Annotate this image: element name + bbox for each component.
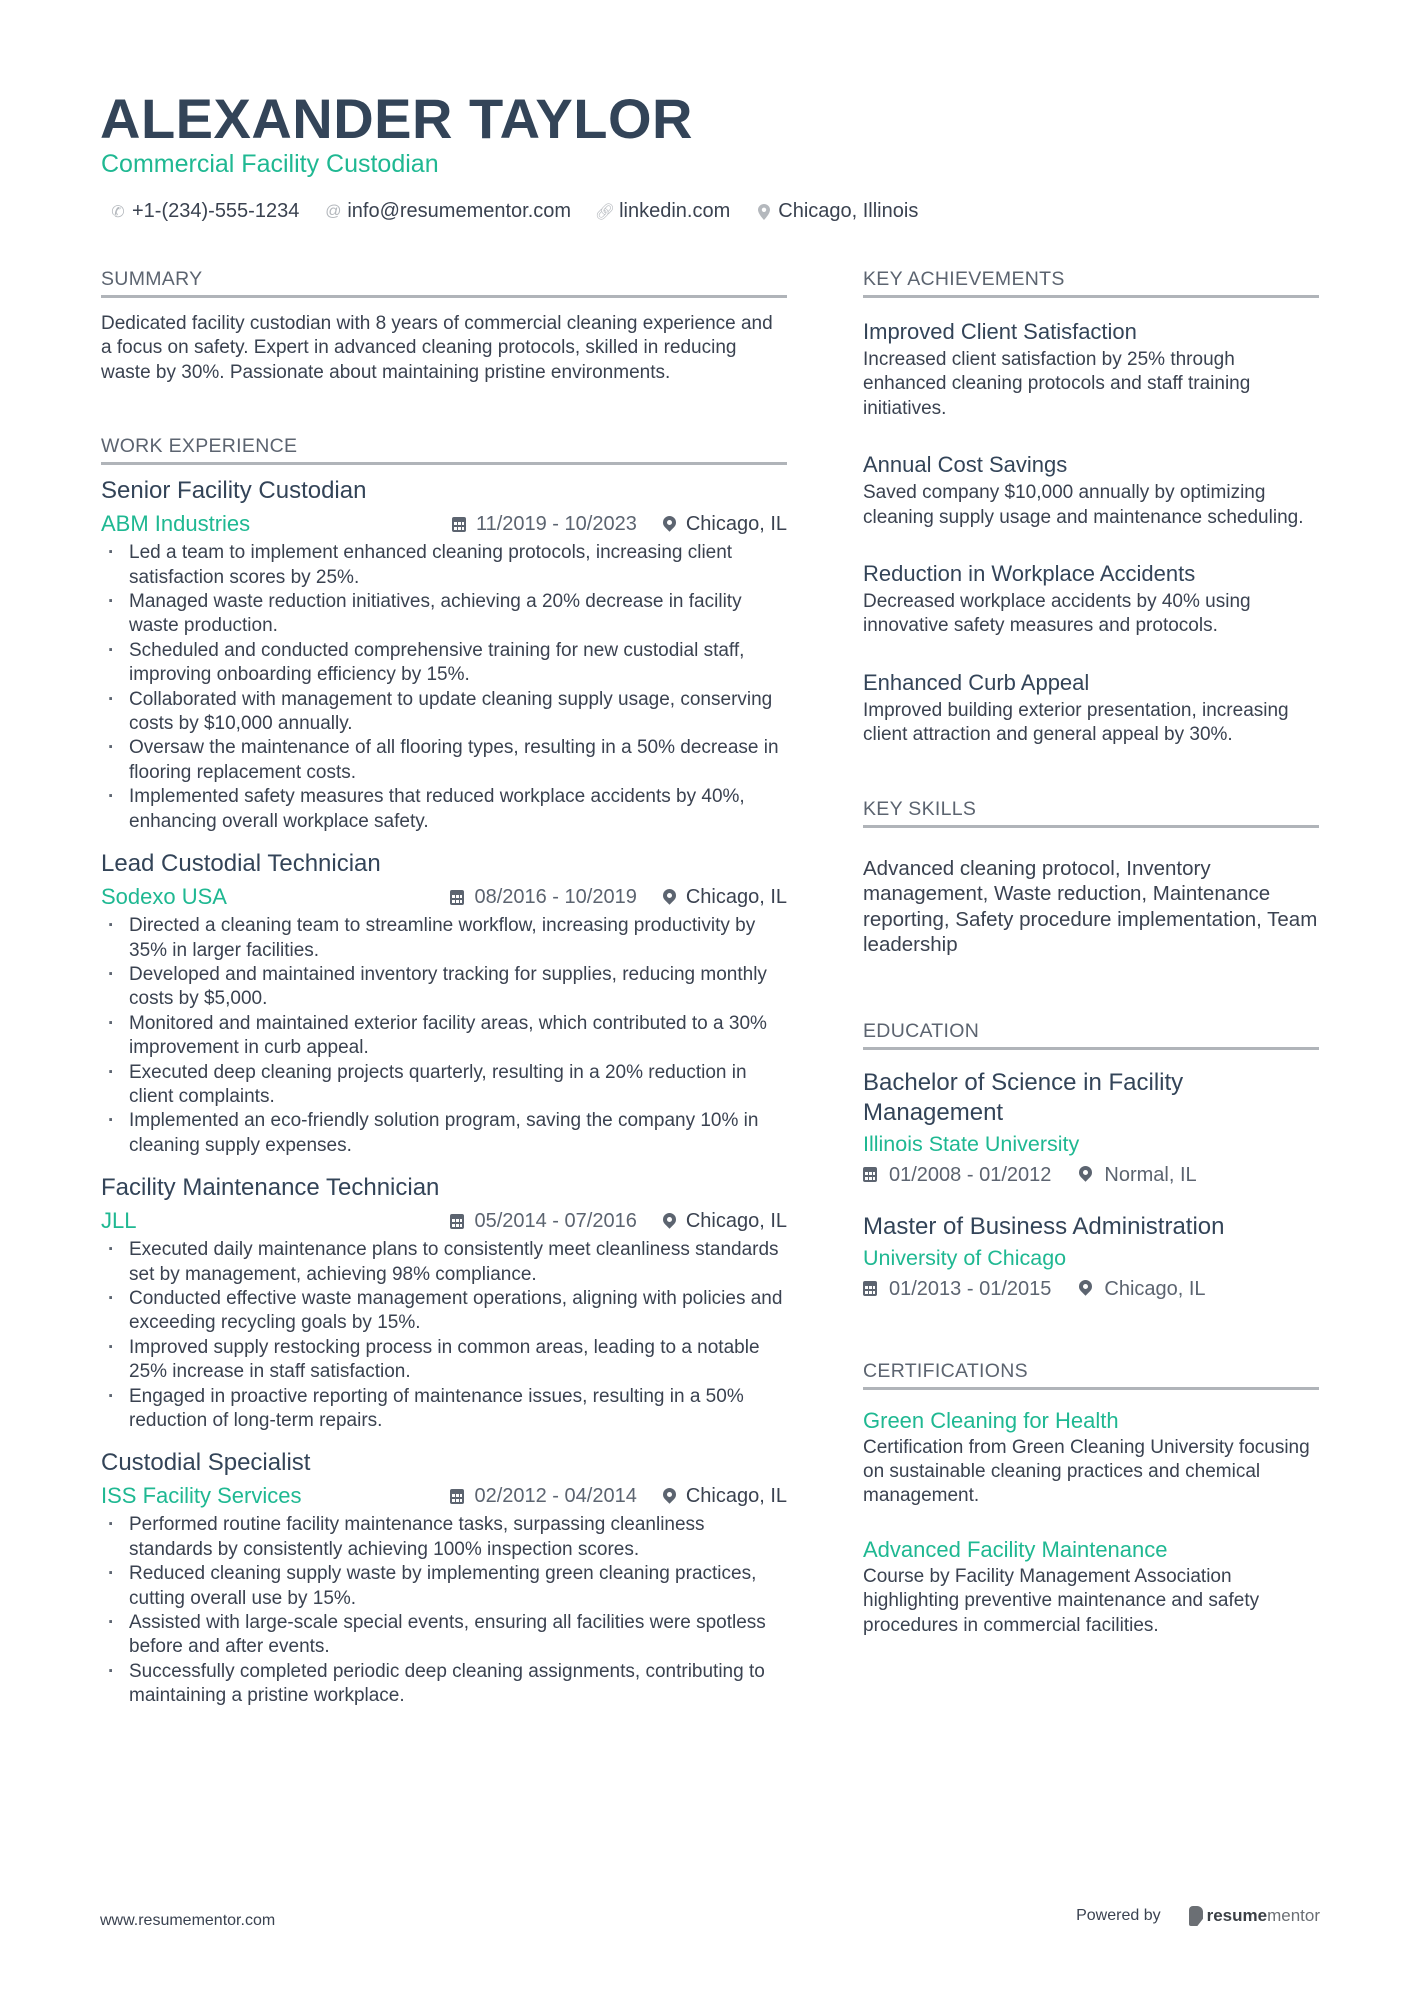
job-dates: 11/2019 - 10/2023: [475, 513, 637, 536]
job-bullet: · Conducted effective waste management operations, aligning with policies and exceeding recycling goals by 15%.: [101, 1287, 787, 1336]
achievement-item: [863, 316, 1319, 421]
job-bullet: · Developed and maintained inventory tracking for supplies, reducing monthly costs by $5,000.: [101, 963, 787, 1012]
job-bullet: · Monitored and maintained exterior facility areas, which contributed to a 30% improvement in curb appeal.: [101, 1012, 787, 1061]
resumementor-logo[interactable]: [1189, 1906, 1320, 1926]
job-title: Lead Custodial Technician: [101, 850, 381, 878]
achievement-title: Reduction in Workplace Accidents: [863, 561, 1196, 587]
email-text[interactable]: info@resumementor.com: [347, 200, 572, 222]
achievement-title: Improved Client Satisfaction: [863, 319, 1137, 344]
education-location: Normal, IL: [1104, 1163, 1197, 1186]
achievements-section: [863, 268, 1319, 748]
map-pin-icon: [1077, 1163, 1095, 1181]
summary-text: Dedicated facility custodian with 8 years of commercial cleaning experience and a focus on safety. Expert in advanced cleaning protocols, skilled in reducing waste by 30%. Passionate about maintaining pristine environments.: [101, 313, 773, 383]
achievement-text: Improved building exterior presentation, increasing client attraction and general appeal by 30%.: [863, 699, 1289, 746]
map-pin-icon: [660, 886, 678, 904]
achievement-text: Increased client satisfaction by 25% through enhanced cleaning protocols and staff training initiatives.: [863, 349, 1251, 419]
job-meta: [452, 507, 787, 541]
job-bullets: [101, 1513, 787, 1708]
resumementor-logo-icon: [1189, 1906, 1203, 1926]
school-name: University of Chicago: [863, 1245, 1067, 1270]
calendar-icon: [452, 517, 466, 532]
certification-title: Green Cleaning for Health: [863, 1407, 1119, 1433]
certification-item: [863, 1406, 1319, 1509]
job-meta-row: [101, 1479, 787, 1513]
education-item: [863, 1068, 1319, 1190]
job-location: Chicago, IL: [685, 1210, 787, 1233]
contact-location: [756, 200, 918, 223]
brand-name-light: mentor: [1267, 1906, 1320, 1925]
contact-linkedin[interactable]: [594, 200, 731, 223]
brand-name-bold: resume: [1206, 1906, 1268, 1925]
job-dates: 08/2016 - 10/2019: [474, 886, 637, 909]
summary-section: [101, 268, 787, 385]
footer-website[interactable]: www.resumementor.com: [100, 1912, 276, 1929]
certification-text: Course by Facility Management Association highlighting preventive maintenance and safety procedures in commercial facilities.: [863, 1565, 1260, 1636]
map-pin-icon: [660, 513, 678, 531]
experience-section: [101, 435, 787, 1708]
job-bullet: · Collaborated with management to update cleaning supply usage, conserving costs by $10,000 annually.: [101, 688, 787, 737]
footer-branding: [1076, 1906, 1320, 1926]
education-meta: [863, 1160, 1319, 1190]
job-meta-row: [101, 880, 787, 914]
degree-name: Master of Business Administration: [863, 1212, 1225, 1240]
job-bullets: [101, 1238, 787, 1433]
job-bullet: · Directed a cleaning team to streamline workflow, increasing productivity by 35% in larger facilities.: [101, 914, 787, 963]
calendar-icon: [863, 1281, 877, 1296]
calendar-icon: [863, 1167, 877, 1182]
job-location: Chicago, IL: [685, 513, 787, 536]
job-bullet: · Engaged in proactive reporting of maintenance issues, resulting in a 50% reduction of long-term repairs.: [101, 1385, 787, 1434]
job-meta-row: [101, 507, 787, 541]
job-meta: [450, 1204, 787, 1238]
job-entry: [101, 475, 787, 834]
map-pin-icon: [660, 1485, 678, 1503]
education-meta: [863, 1274, 1319, 1304]
skills-heading: KEY SKILLS: [863, 798, 1319, 828]
job-location: Chicago, IL: [685, 886, 787, 909]
powered-by-label: Powered by: [1076, 1907, 1161, 1924]
job-meta-row: [101, 1204, 787, 1238]
achievements-heading: KEY ACHIEVEMENTS: [863, 268, 1319, 298]
education-dates: 01/2013 - 01/2015: [889, 1277, 1052, 1300]
certification-text: Certification from Green Cleaning University focusing on sustainable cleaning practices and chemical management.: [863, 1436, 1310, 1507]
job-bullet: · Managed waste reduction initiatives, achieving a 20% decrease in facility waste production.: [101, 590, 787, 639]
candidate-title: Commercial Facility Custodian: [101, 150, 439, 178]
education-heading: EDUCATION: [863, 1020, 1319, 1050]
summary-heading: SUMMARY: [101, 268, 787, 298]
job-bullet: · Successfully completed periodic deep cleaning assignments, contributing to maintaining a pristine workplace.: [101, 1660, 787, 1709]
job-bullets: [101, 541, 787, 834]
map-pin-icon: [660, 1210, 678, 1228]
experience-heading: WORK EXPERIENCE: [101, 435, 787, 465]
degree-name: Bachelor of Science in Facility Management: [863, 1068, 1184, 1126]
linkedin-text[interactable]: linkedin.com: [619, 200, 731, 222]
achievement-text: Decreased workplace accidents by 40% using innovative safety measures and protocols.: [863, 591, 1251, 637]
calendar-icon: [450, 890, 464, 905]
job-bullet: · Oversaw the maintenance of all flooring types, resulting in a 50% decrease in flooring replacement costs.: [101, 736, 787, 785]
calendar-icon: [450, 1489, 464, 1504]
left-column: [101, 268, 787, 1723]
job-meta: [450, 880, 787, 914]
job-bullet: · Scheduled and conducted comprehensive training for new custodial staff, improving onboarding efficiency by 15%.: [101, 639, 787, 688]
job-entry: [101, 1447, 787, 1708]
job-bullet: · Improved supply restocking process in common areas, leading to a notable 25% increase in staff satisfaction.: [101, 1336, 787, 1385]
job-bullet: · Led a team to implement enhanced cleaning protocols, increasing client satisfaction scores by 25%.: [101, 541, 787, 590]
job-entry: [101, 848, 787, 1158]
job-title: Custodial Specialist: [101, 1449, 311, 1477]
job-entry: [101, 1172, 787, 1433]
map-pin-icon: [1077, 1277, 1095, 1295]
contact-phone: [110, 200, 299, 223]
job-bullet: · Executed daily maintenance plans to consistently meet cleanliness standards set by management, achieving 98% compliance.: [101, 1238, 787, 1287]
certifications-heading: CERTIFICATIONS: [863, 1360, 1319, 1390]
achievement-text: Saved company $10,000 annually by optimizing cleaning supply usage and maintenance scheduling.: [863, 482, 1304, 528]
phone-text: +1-(234)-555-1234: [132, 200, 300, 222]
job-bullet: · Implemented an eco-friendly solution program, saving the company 10% in cleaning supply expenses.: [101, 1109, 787, 1158]
job-title: Senior Facility Custodian: [101, 477, 367, 505]
phone-icon: ✆: [111, 203, 125, 221]
right-column: [863, 268, 1319, 1664]
job-title: Facility Maintenance Technician: [101, 1174, 440, 1202]
company-name: ABM Industries: [101, 511, 251, 537]
at-icon: @: [325, 202, 342, 220]
job-dates: 02/2012 - 04/2014: [474, 1485, 637, 1508]
company-name: ISS Facility Services: [101, 1483, 302, 1509]
job-bullet: · Assisted with large-scale special events, ensuring all facilities were spotless before and after events.: [101, 1611, 787, 1660]
achievement-item: [863, 558, 1319, 639]
candidate-name: ALEXANDER TAYLOR: [100, 87, 693, 150]
achievement-item: [863, 449, 1319, 530]
achievement-item: [863, 667, 1319, 748]
education-item: [863, 1212, 1319, 1304]
job-bullet: · Reduced cleaning supply waste by implementing green cleaning practices, cutting overall use by 15%.: [101, 1562, 787, 1611]
contact-bar: [110, 200, 918, 223]
education-dates: 01/2008 - 01/2012: [889, 1163, 1052, 1186]
job-bullet: · Performed routine facility maintenance tasks, surpassing cleanliness standards by consistently achieving 100% inspection scores.: [101, 1513, 787, 1562]
education-section: [863, 1020, 1319, 1304]
achievement-title: Annual Cost Savings: [863, 452, 1068, 478]
achievement-title: Enhanced Curb Appeal: [863, 669, 1090, 695]
job-bullet: · Implemented safety measures that reduced workplace accidents by 40%, enhancing overall workplace safety.: [101, 785, 787, 834]
certification-title: Advanced Facility Maintenance: [863, 1536, 1168, 1562]
job-dates: 05/2014 - 07/2016: [474, 1210, 637, 1233]
job-meta: [450, 1479, 787, 1513]
job-bullet: · Executed deep cleaning projects quarterly, resulting in a 20% reduction in client complaints.: [101, 1061, 787, 1110]
calendar-icon: [450, 1214, 464, 1229]
certification-item: [863, 1535, 1319, 1638]
location-text: Chicago, Illinois: [778, 200, 919, 222]
skills-text: Advanced cleaning protocol, Inventory management, Waste reduction, Maintenance reporting, Safety procedure implementation, Team leadership: [863, 856, 1318, 957]
company-name: JLL: [101, 1208, 137, 1234]
skills-section: [863, 798, 1319, 958]
company-name: Sodexo USA: [101, 884, 227, 910]
job-bullets: [101, 914, 787, 1158]
link-icon: 🔗︎: [594, 203, 616, 221]
certifications-section: [863, 1360, 1319, 1638]
contact-email[interactable]: [325, 200, 571, 223]
map-pin-icon: [756, 204, 772, 220]
education-location: Chicago, IL: [1104, 1277, 1206, 1300]
job-location: Chicago, IL: [685, 1485, 787, 1508]
school-name: Illinois State University: [863, 1131, 1080, 1156]
